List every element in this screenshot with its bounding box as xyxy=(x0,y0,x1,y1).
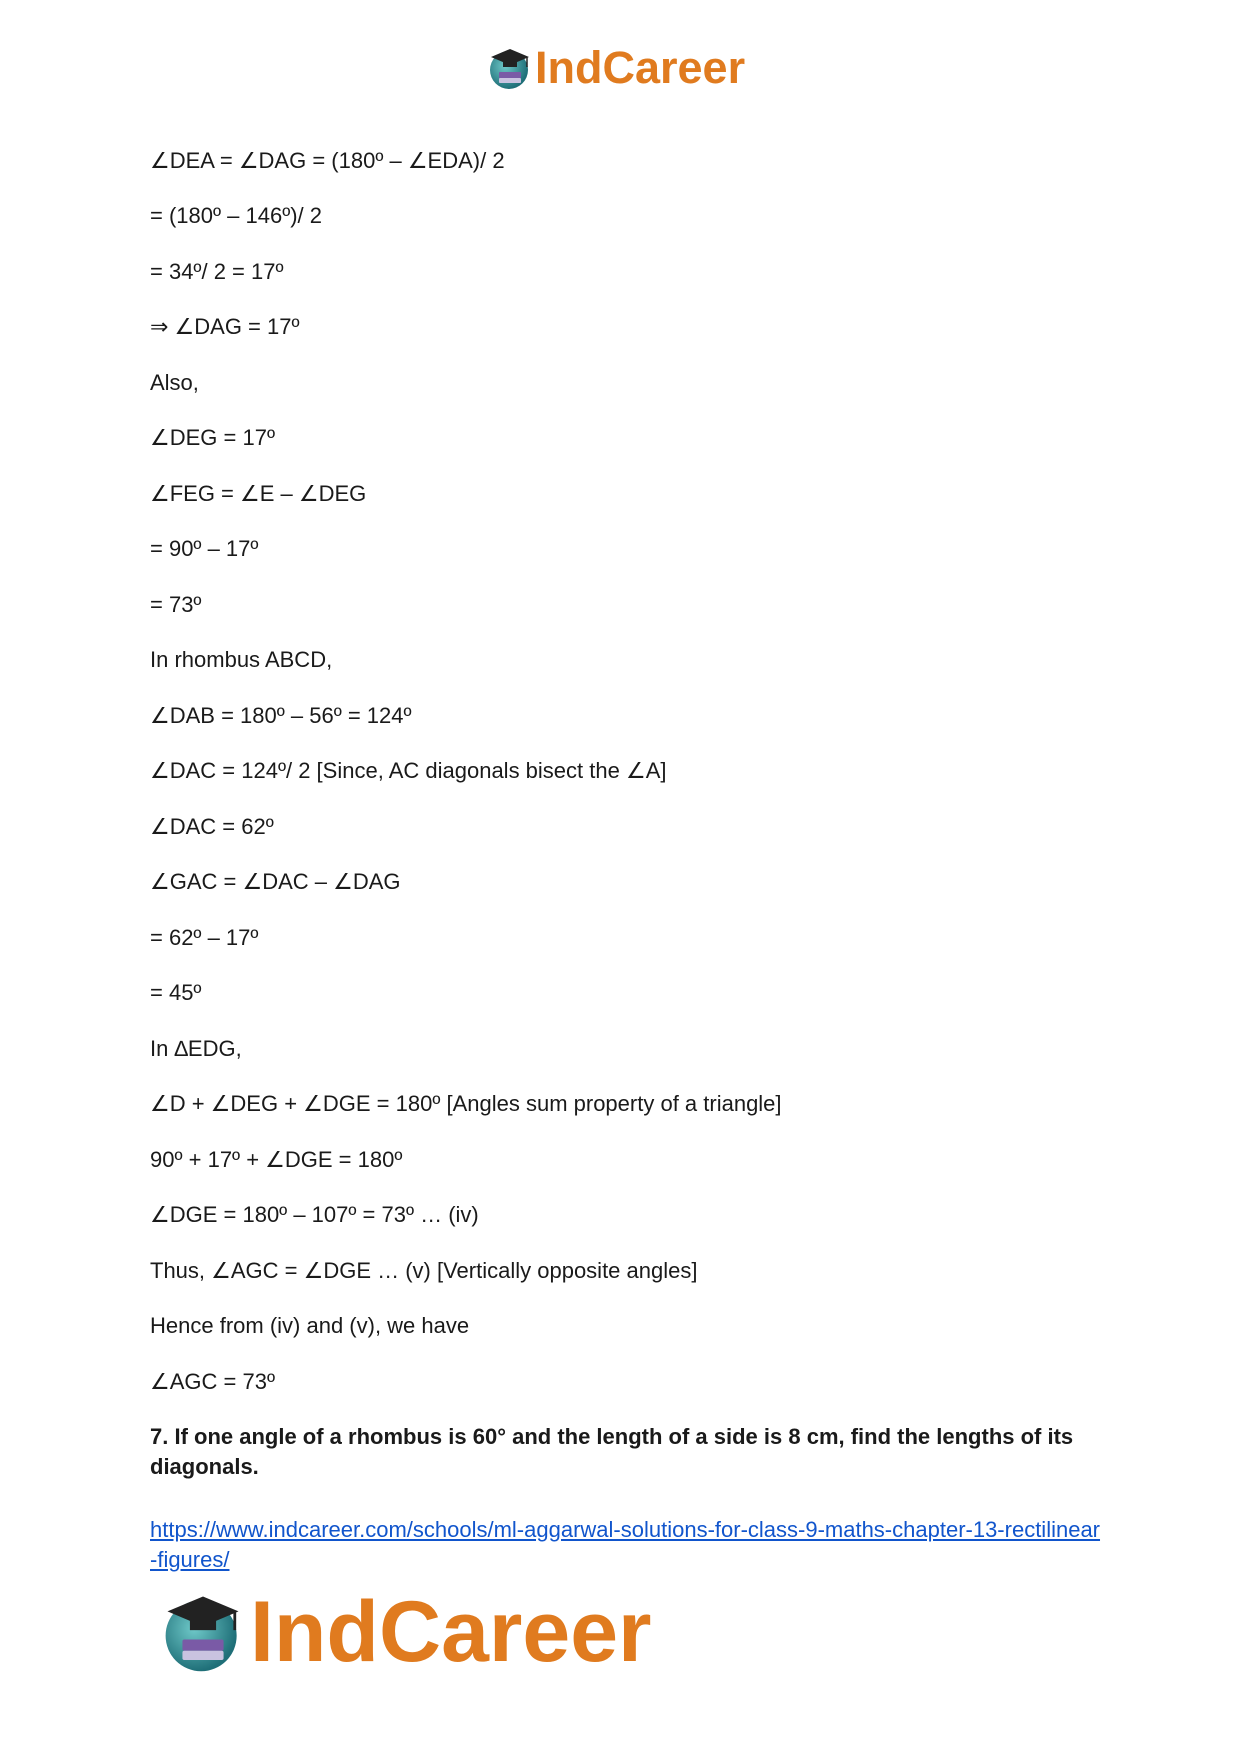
graduation-cap-globe-icon xyxy=(487,45,533,91)
solution-line: Also, xyxy=(150,370,199,395)
solution-line: In ∆EDG, xyxy=(150,1036,242,1061)
question-heading: 7. If one angle of a rhombus is 60° and the length of a side is 8 cm, find the lengths of its diagonals. xyxy=(150,1424,1074,1479)
solution-line: = (180º – 146º)/ 2 xyxy=(150,203,323,228)
solution-line: Thus, ∠AGC = ∠DGE … (v) [Vertically opposite angles] xyxy=(150,1258,698,1283)
footer-logo xyxy=(160,1582,652,1682)
solution-line: Hence from (iv) and (v), we have xyxy=(150,1313,470,1338)
header-logo xyxy=(487,40,745,96)
graduation-cap-globe-icon xyxy=(160,1589,246,1675)
solution-line: ∠DGE = 180º – 107º = 73º … (iv) xyxy=(150,1202,479,1227)
solution-line: = 62º – 17º xyxy=(150,925,259,950)
logo-wordmark: IndCareer xyxy=(535,42,746,93)
solution-line: ∠DEA = ∠DAG = (180º – ∠EDA)/ 2 xyxy=(150,148,505,173)
solution-line: ⇒ ∠DAG = 17º xyxy=(150,314,300,339)
solution-line: ∠DEG = 17º xyxy=(150,425,275,450)
solution-line: ∠FEG = ∠E – ∠DEG xyxy=(150,481,367,506)
solution-line: ∠AGC = 73º xyxy=(150,1369,275,1394)
solution-line: = 34º/ 2 = 17º xyxy=(150,259,284,284)
solution-line: ∠DAB = 180º – 56º = 124º xyxy=(150,703,412,728)
logo-wordmark: IndCareer xyxy=(250,1583,652,1680)
solution-line: = 90º – 17º xyxy=(150,536,259,561)
solution-line: = 73º xyxy=(150,592,202,617)
source-link[interactable]: https://www.indcareer.com/schools/ml-aggarwal-solutions-for-class-9-maths-chapter-13-rectilinear-figures/ xyxy=(150,1517,1101,1572)
solution-line: ∠DAC = 62º xyxy=(150,814,274,839)
solution-line: = 45º xyxy=(150,980,202,1005)
solution-line: In rhombus ABCD, xyxy=(150,647,333,672)
solution-line: ∠DAC = 124º/ 2 [Since, AC diagonals bisect the ∠A] xyxy=(150,758,667,783)
solution-line: ∠GAC = ∠DAC – ∠DAG xyxy=(150,869,401,894)
solution-line: ∠D + ∠DEG + ∠DGE = 180º [Angles sum property of a triangle] xyxy=(150,1091,782,1116)
solution-line: 90º + 17º + ∠DGE = 180º xyxy=(150,1147,403,1172)
